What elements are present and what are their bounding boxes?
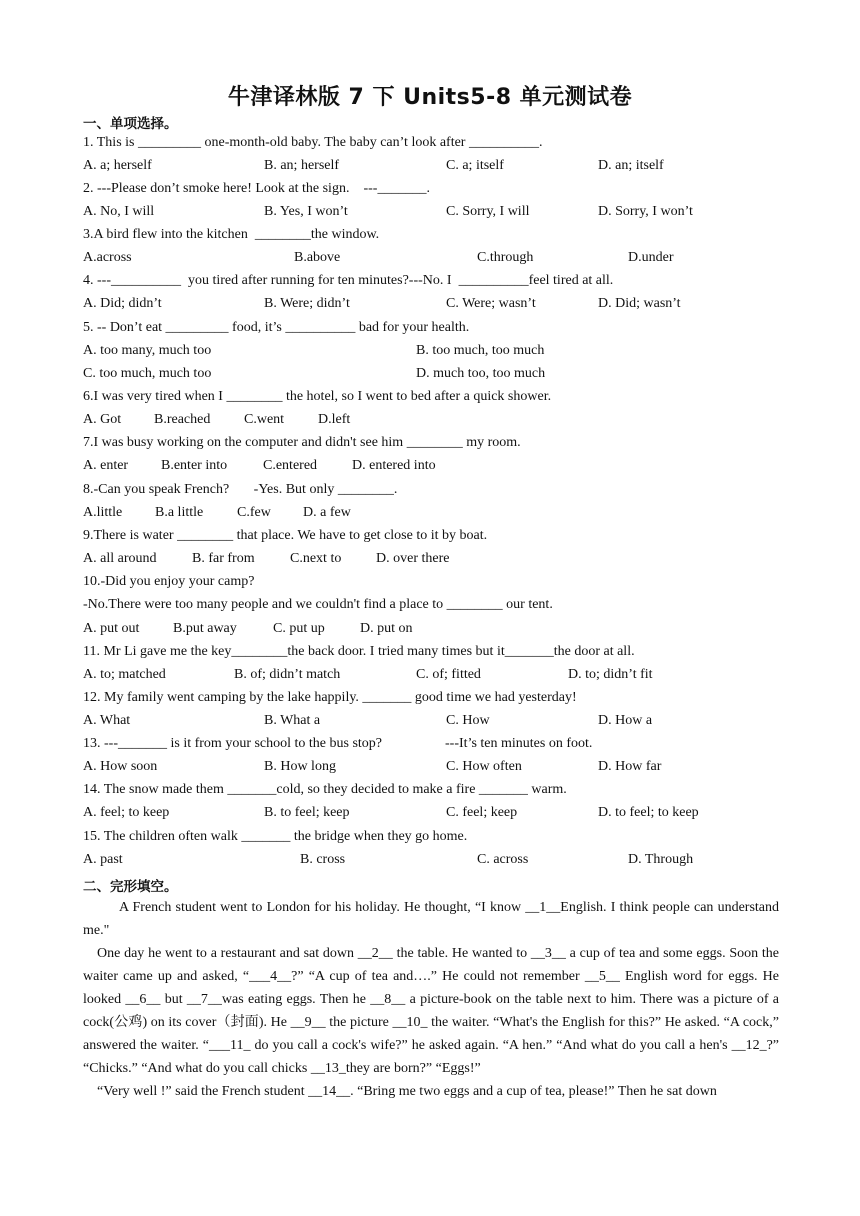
question-7-option-c: C.entered (263, 458, 318, 473)
question-10-option-c: C. put up (273, 621, 325, 636)
question-2-option-b: B. Yes, I won’t (264, 204, 348, 219)
question-10-option-d: D. put on (360, 621, 413, 636)
question-5-option-a: A. too many, much too (83, 343, 212, 358)
question-4-option-b: B. Were; didn’t (264, 296, 350, 311)
question-12-option-b: B. What a (264, 713, 321, 728)
question-15: 15. The children often walk _______ the bridge when they go home. (83, 829, 468, 844)
question-8-option-c: C.few (237, 505, 271, 520)
question-8-option-a: A.little (83, 505, 123, 520)
question-7-option-a: A. enter (83, 458, 129, 473)
question-5-option-d: D. much too, too much (416, 366, 546, 381)
question-7: 7.I was busy working on the computer and didn't see him ________ my room. (83, 435, 521, 450)
question-14-option-d: D. to feel; to keep (598, 805, 699, 820)
cloze-paragraph-3: “Very well !” said the French student __14__. “Bring me two eggs and a cup of tea, please!” Then he sat down (97, 1084, 717, 1099)
question-14-option-a: A. feel; to keep (83, 805, 170, 820)
question-15-option-a: A. past (83, 852, 123, 867)
question-14-option-b: B. to feel; keep (264, 805, 350, 820)
question-15-option-c: C. across (477, 852, 529, 867)
question-8-option-b: B.a little (155, 505, 204, 520)
question-10-continued: -No.There were too many people and we couldn't find a place to ________ our tent. (83, 597, 553, 612)
question-5-option-c: C. too much, much too (83, 366, 212, 381)
question-11-option-a: A. to; matched (83, 667, 166, 682)
question-3-option-b: B.above (294, 250, 341, 265)
question-9-option-c: C.next to (290, 551, 342, 566)
cloze-paragraph-1: A French student went to London for his holiday. He thought, “I know __1__English. I think people can understand me." (83, 900, 779, 938)
question-13: 13. ---_______ is it from your school to the bus stop? ---It’s ten minutes on foot. (83, 736, 593, 751)
question-5-option-b: B. too much, too much (416, 343, 545, 358)
question-11-option-d: D. to; didn’t fit (568, 667, 653, 682)
question-5: 5. -- Don’t eat _________ food, it’s __________ bad for your health. (83, 320, 470, 335)
section-heading-cloze: 二、完形填空。 (83, 879, 178, 895)
question-12-option-c: C. How (446, 713, 490, 728)
question-6-option-c: C.went (244, 412, 285, 427)
question-3: 3.A bird flew into the kitchen ________the window. (83, 227, 380, 242)
question-10-option-b: B.put away (173, 621, 237, 636)
question-10-option-a: A. put out (83, 621, 140, 636)
question-15-option-b: B. cross (300, 852, 346, 867)
question-14: 14. The snow made them _______cold, so they decided to make a fire _______ warm. (83, 782, 567, 797)
cloze-paragraph-2: One day he went to a restaurant and sat down __2__ the table. He wanted to __3__ a cup of tea and some eggs. Soon the waiter came up and asked, “___4__?” “A cup of tea and….” He could not remember __5__ English word for eggs. He looked __6__ but __7__was eating eggs. Then he __8__ a picture-book on the table next to him. There was a picture of a cock(公鸡) on its cover（封面). He __9__ the picture __10_ the waiter. “What's the English for this?” He asked. “A cock,” answered the waiter. “___11_ do you call a cock's wife?” he asked again. “A hen.” “And what do you call a hen's __12_?” “Chicks.” “And what do you call chicks __13_they are born?” “Eggs!” (83, 946, 779, 1076)
cloze-passage (83, 896, 779, 1103)
question-4-option-a: A. Did; didn’t (83, 296, 162, 311)
question-1-option-b: B. an; herself (264, 158, 340, 173)
question-9-option-a: A. all around (83, 551, 157, 566)
question-3-option-d: D.under (628, 250, 674, 265)
question-6-option-a: A. Got (83, 412, 122, 427)
question-13-option-d: D. How far (598, 759, 662, 774)
question-9-option-b: B. far from (192, 551, 255, 566)
question-4: 4. ---__________ you tired after running for ten minutes?---No. I __________feel tired at all. (83, 273, 614, 288)
question-14-option-c: C. feel; keep (446, 805, 518, 820)
question-15-option-d: D. Through (628, 852, 694, 867)
question-12-option-a: A. What (83, 713, 131, 728)
question-13-option-b: B. How long (264, 759, 336, 774)
question-1: 1. This is _________ one-month-old baby. The baby can’t look after __________. (83, 135, 543, 150)
question-6-option-d: D.left (318, 412, 351, 427)
question-6: 6.I was very tired when I ________ the hotel, so I went to bed after a quick shower. (83, 389, 552, 404)
question-8: 8.-Can you speak French? -Yes. But only ________. (83, 482, 398, 497)
question-2: 2. ---Please don’t smoke here! Look at the sign. ---_______. (83, 181, 430, 196)
question-11-option-b: B. of; didn’t match (234, 667, 341, 682)
section-heading-multiple-choice: 一、单项选择。 (83, 116, 178, 132)
question-12: 12. My family went camping by the lake happily. _______ good time we had yesterday! (83, 690, 577, 705)
question-13-option-c: C. How often (446, 759, 522, 774)
question-11-option-c: C. of; fitted (416, 667, 481, 682)
question-2-option-d: D. Sorry, I won’t (598, 204, 693, 219)
question-13-option-a: A. How soon (83, 759, 158, 774)
question-1-option-d: D. an; itself (598, 158, 664, 173)
question-4-option-c: C. Were; wasn’t (446, 296, 536, 311)
question-9: 9.There is water ________ that place. We have to get close to it by boat. (83, 528, 488, 543)
question-9-option-d: D. over there (376, 551, 450, 566)
question-2-option-c: C. Sorry, I will (446, 204, 530, 219)
page-title: 牛津译林版 7 下 Units5-8 单元测试卷 (227, 85, 633, 110)
question-7-option-d: D. entered into (352, 458, 436, 473)
question-8-option-d: D. a few (303, 505, 351, 520)
question-11: 11. Mr Li gave me the key________the back door. I tried many times but it_______the door at all. (83, 644, 635, 659)
question-4-option-d: D. Did; wasn’t (598, 296, 681, 311)
question-3-option-c: C.through (477, 250, 534, 265)
question-6-option-b: B.reached (154, 412, 211, 427)
question-10: 10.-Did you enjoy your camp? (83, 574, 255, 589)
question-3-option-a: A.across (83, 250, 132, 265)
question-12-option-d: D. How a (598, 713, 653, 728)
question-7-option-b: B.enter into (161, 458, 228, 473)
question-1-option-a: A. a; herself (83, 158, 152, 173)
question-1-option-c: C. a; itself (446, 158, 504, 173)
question-2-option-a: A. No, I will (83, 204, 155, 219)
